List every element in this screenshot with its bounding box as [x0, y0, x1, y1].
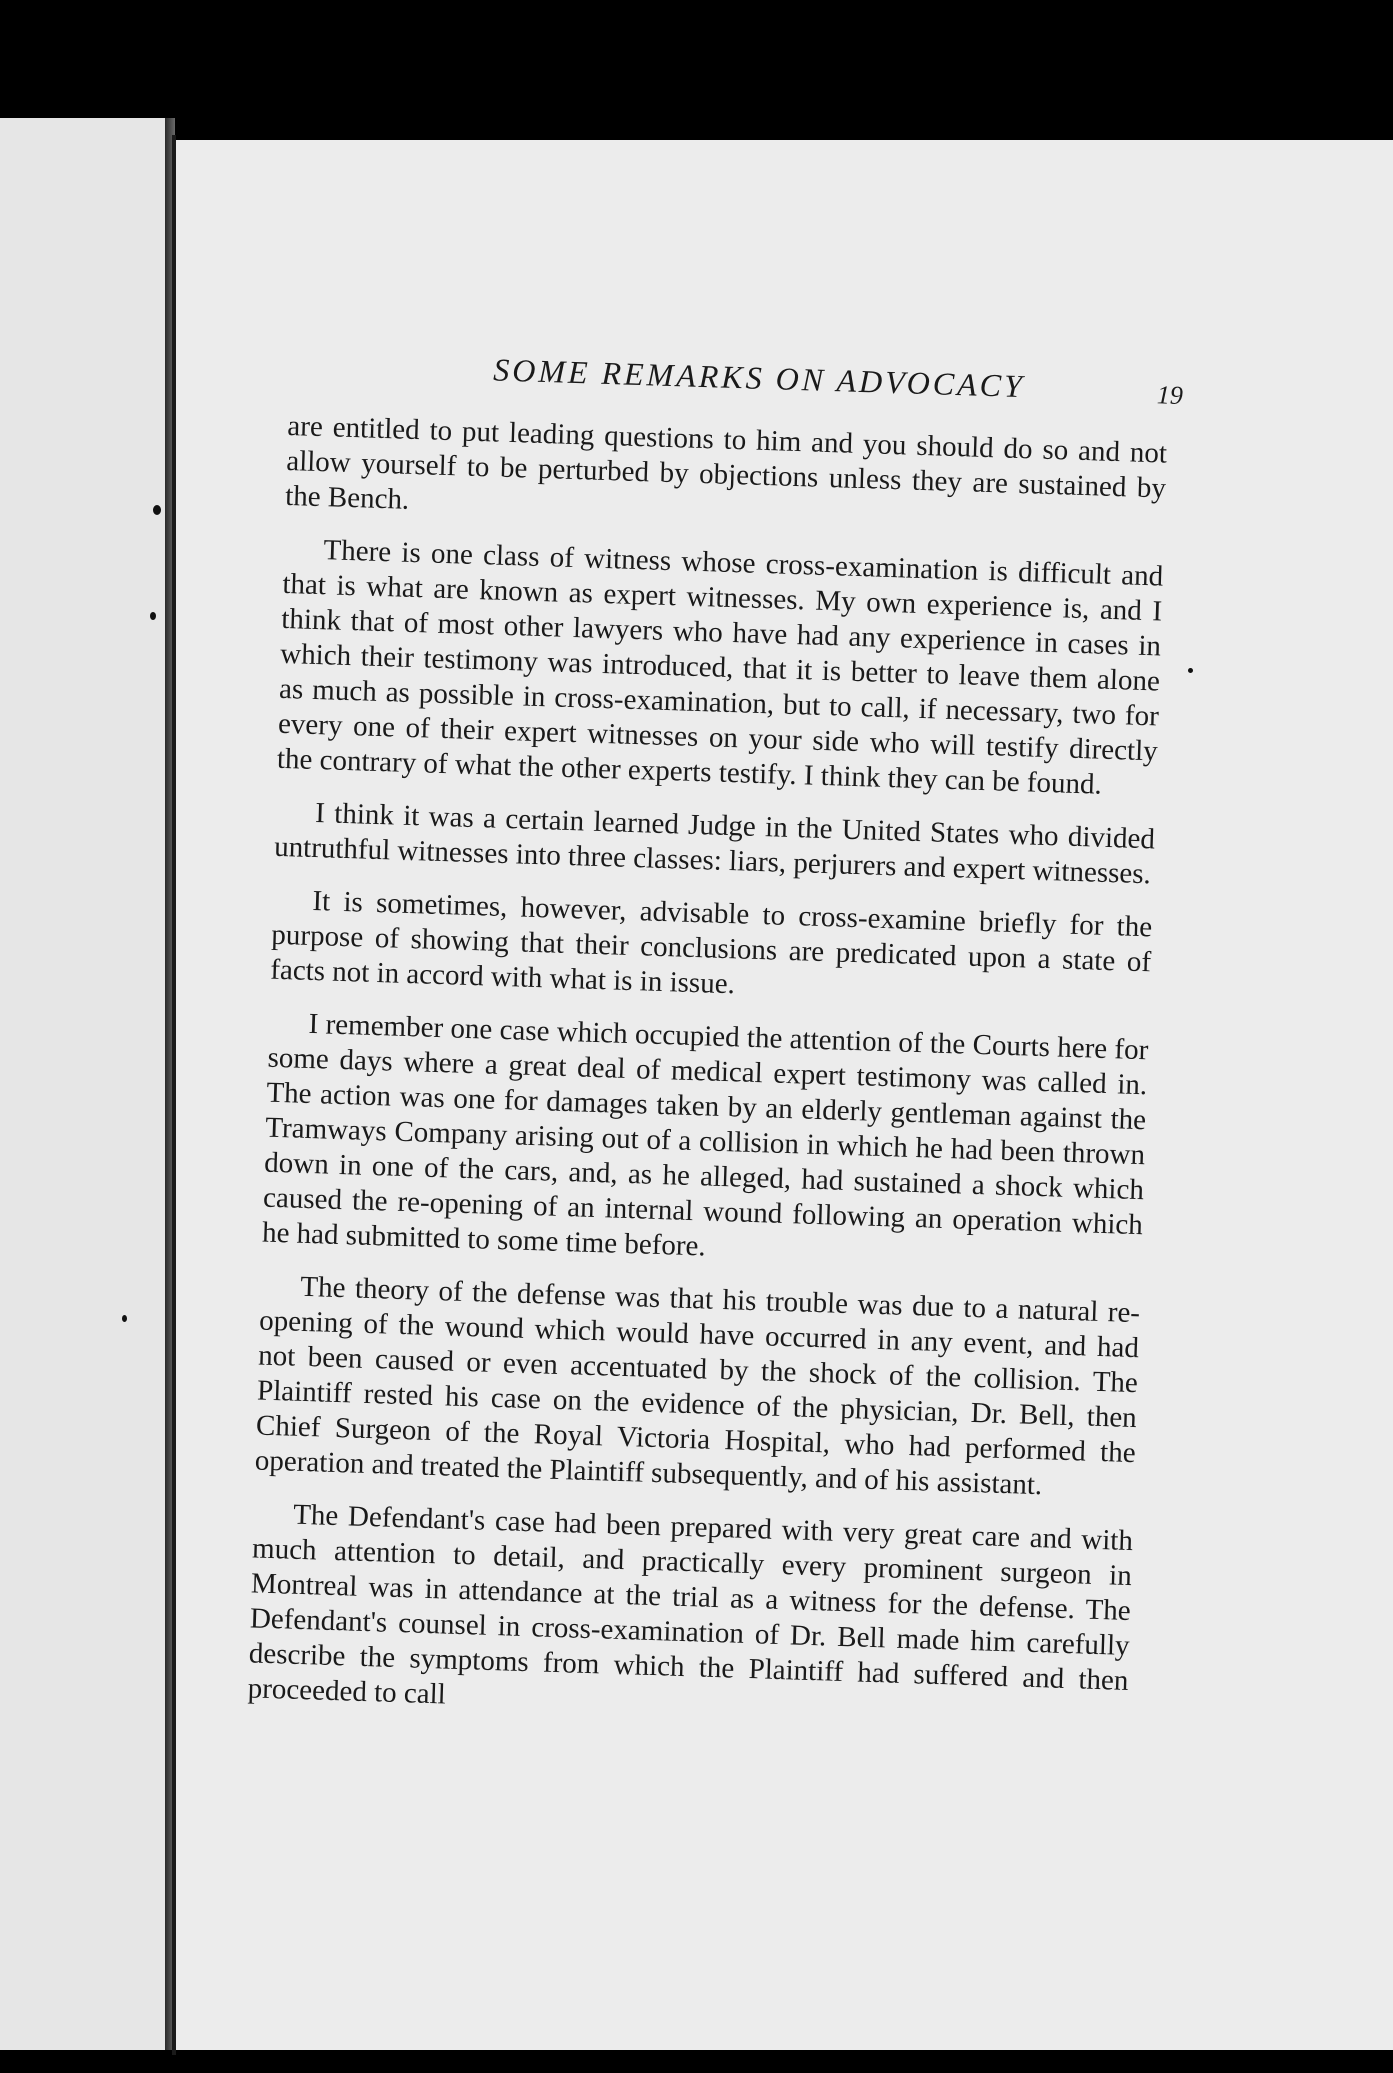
left-page-fragment [0, 118, 165, 2050]
paragraph: I think it was a certain learned Judge in the United States who divided untruthful witnesses into three classes: liars, perjurers and expert witnesses. [273, 797, 1156, 891]
paragraph: There is one class of witness whose cross-examination is difficult and that is what are known as expert witnesses. My own experience is, and I think that of most other lawyers who have had any experience in cases in which their testimony was introduced, that it is better to leave them alone as much as possible in cross-examination, but to call, if necessary, two for every one of their expert witnesses on your side who will testify directly the contrary of what the other experts testify. I think they can be found. [276, 534, 1164, 801]
page-edge-line [172, 135, 176, 2055]
scan-speck [150, 612, 156, 620]
paragraph: The Defendant's case had been prepared with very great care and with much attention to detail, and practically every prominent surgeon in Montreal was in attendance at the trial as a witness for the defense. The Defendant's counsel in cross-examination of Dr. Bell made him carefully describe the symptoms from which the Plaintiff had suffered and then proceeded to call [247, 1498, 1134, 1711]
scan-speck [122, 1315, 127, 1322]
scan-speck [153, 505, 161, 515]
paragraph: are entitled to put leading questions to him and you should do so and not allow yourself to be perturbed by objections unless they are sustained by the Bench. [284, 409, 1168, 516]
scan-speck [1188, 668, 1193, 673]
page-number: 19 [1156, 380, 1184, 411]
running-head-title: SOME REMARKS ON ADVOCACY [492, 351, 1026, 405]
paragraph: The theory of the defense was that his trouble was due to a natural re-opening of the wound which would have occurred in any event, and had not been caused or even accentuated by the shock of the collision. The Plaintiff rested his case on the evidence of the physician, Dr. Bell, then Chief Surgeon of the Royal Victoria Hospital, who had performed the operation and treated the Plaintiff subsequently, and of his assistant. [254, 1270, 1141, 1502]
paragraph: I remember one case which occupied the attention of the Courts here for some days where a great deal of medical expert testimony was called in. The action was one for damages taken by an elderly gentleman against the Tramways Company arising out of a collision in which he had been thrown down in one of the cars, and, as he alleged, had sustained a shock which caused the re-opening of an internal wound following an operation which he had submitted to some time before. [261, 1007, 1149, 1263]
page-text [247, 345, 1184, 1752]
paragraph: It is sometimes, however, advisable to cross-examine briefly for the purpose of showing that their conclusions are predicated upon a state of facts not in accord with what is in issue. [269, 884, 1153, 1001]
